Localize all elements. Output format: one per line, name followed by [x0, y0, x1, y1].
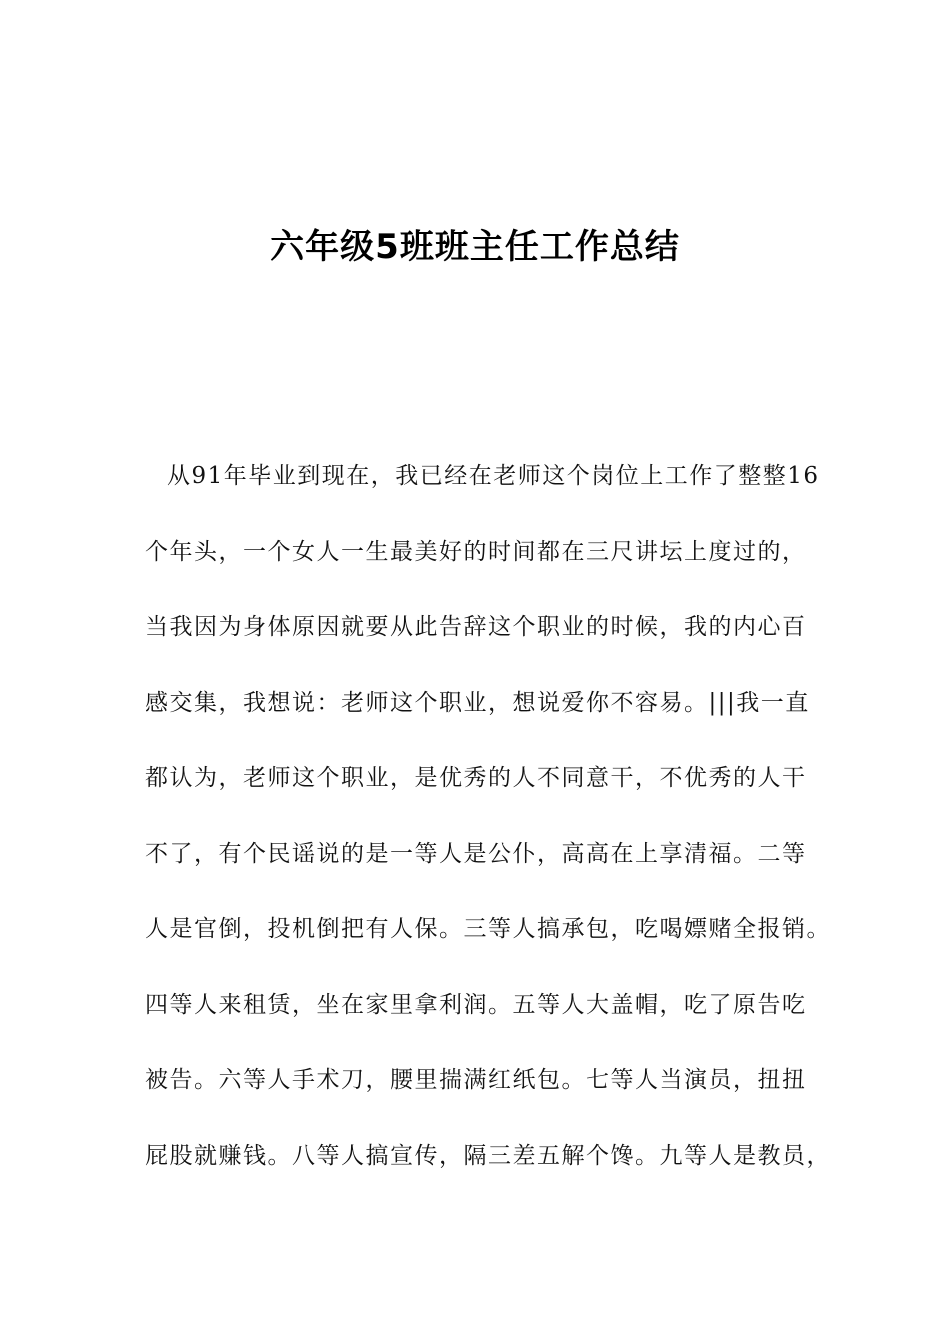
body-line-1: 从91年毕业到现在，我已经在老师这个岗位上工作了整整16 [167, 463, 820, 489]
body-line-8: 四等人来租赁，坐在家里拿利润。五等人大盖帽，吃了原告吃 [145, 991, 807, 1018]
body-line-3: 当我因为身体原因就要从此告辞这个职业的时候，我的内心百 [145, 614, 807, 640]
body-line-5: 都认为，老师这个职业，是优秀的人不同意干，不优秀的人干 [145, 765, 807, 791]
body-line-7: 人是官倒，投机倒把有人保。三等人搞承包，吃喝嫖赌全报销。 [145, 916, 831, 942]
body-line-6: 不了，有个民谣说的是一等人是公仆，高高在上享清福。二等 [145, 840, 807, 867]
document-body [145, 453, 835, 1208]
body-line-4: 感交集，我想说：老师这个职业，想说爱你不容易。|||我一直 [145, 689, 810, 716]
body-line-9: 被告。六等人手术刀，腰里揣满红纸包。七等人当演员，扭扭 [145, 1067, 807, 1093]
document-title: 六年级5班班主任工作总结 [270, 227, 680, 267]
body-line-2: 个年头，一个女人一生最美好的时间都在三尺讲坛上度过的， [145, 538, 807, 565]
body-line-10: 屁股就赚钱。八等人搞宣传，隔三差五解个馋。九等人是教员， [145, 1142, 831, 1169]
